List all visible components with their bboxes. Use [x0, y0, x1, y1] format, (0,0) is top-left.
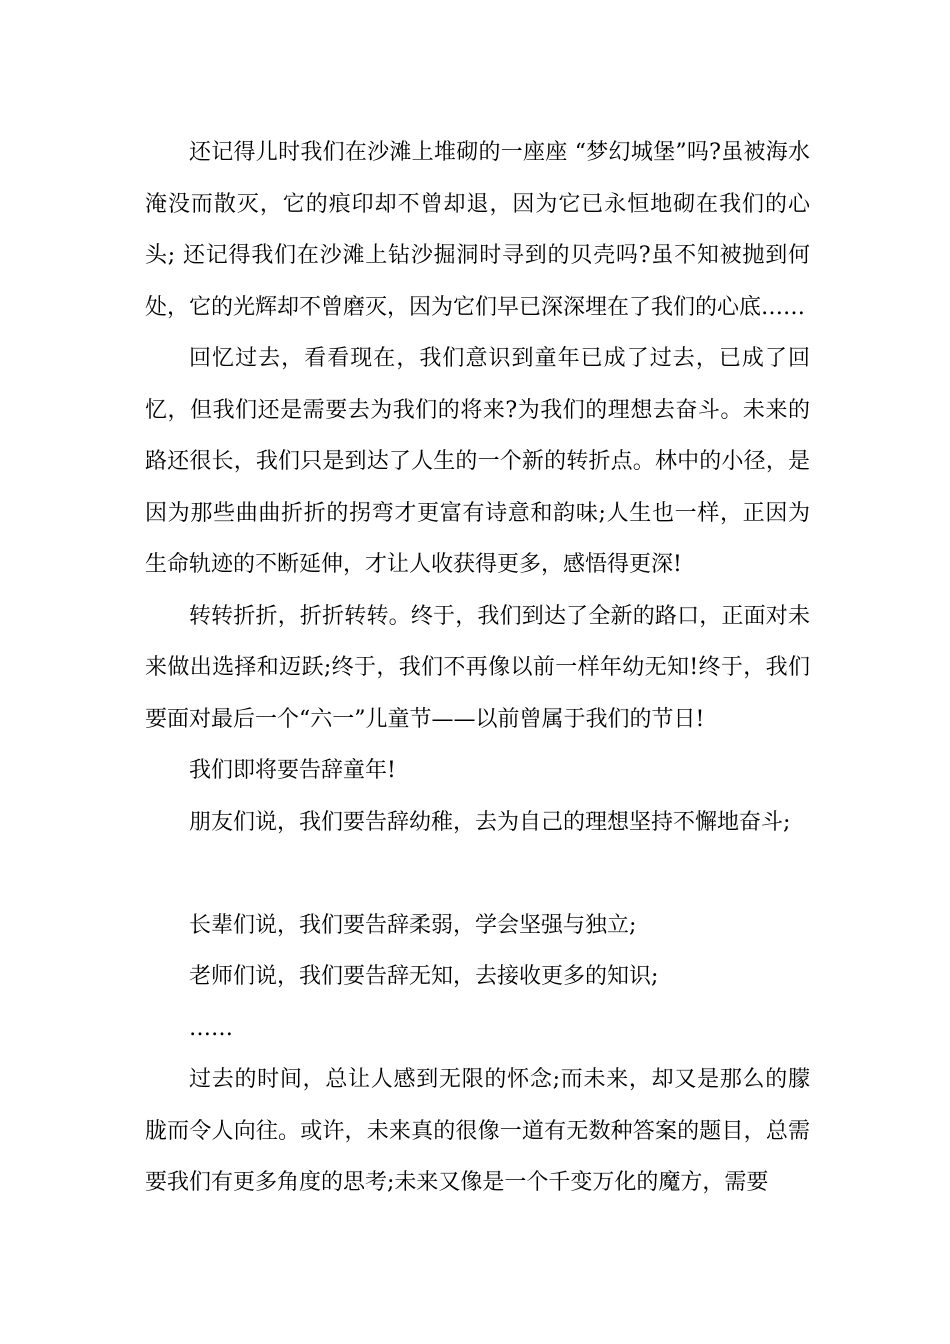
paragraph-sandcastle: 还记得儿时我们在沙滩上堆砌的一座座 “梦幻城堡”吗?虽被海水淹没而散灭，它的痕印却不曾却退，因为它已永恒地砌在我们的心头; 还记得我们在沙滩上钻沙掘洞时寻到的贝壳吗?虽不知被抛到何处，它的光辉却不曾磨灭，因为它们早已深深埋在了我们的心底……	[145, 140, 810, 320]
blank-gap	[145, 848, 810, 900]
paragraph-ellipsis: ……	[189, 1015, 233, 1041]
paragraph-memory: 回忆过去，看看现在，我们意识到童年已成了过去，已成了回忆，但我们还是需要去为我们的将来?为我们的理想去奋斗。未来的路还很长，我们只是到达了人生的一个新的转折点。林中的小径，是因为那些曲曲折折的拐弯才更富有诗意和韵味;人生也一样，正因为生命轨迹的不断延伸，才让人收获得更多，感悟得更深!	[145, 346, 810, 577]
paragraph-crossroads: 转转折折，折折转转。终于，我们到达了全新的路口，正面对未来做出选择和迈跃;终于，我们不再像以前一样年幼无知!终于，我们要面对最后一个“六一”儿童节——以前曾属于我们的节日!	[145, 603, 810, 732]
paragraph-farewell: 我们即将要告辞童年!	[189, 758, 396, 783]
paragraph-elders: 长辈们说，我们要告辞柔弱，学会坚强与独立;	[189, 912, 637, 938]
paragraph-future: 过去的时间，总让人感到无限的怀念;而未来，却又是那么的朦胧而令人向往。或许，未来真的很像一道有无数种答案的题目，总需要我们有更多角度的思考;未来又像是一个千变万化的魔方，需要	[145, 1067, 810, 1195]
paragraph-friends: 朋友们说，我们要告辞幼稚，去为自己的理想坚持不懈地奋斗;	[189, 809, 791, 835]
document-body	[145, 127, 810, 1209]
paragraph-teachers: 老师们说，我们要告辞无知，去接收更多的知识;	[189, 964, 659, 989]
